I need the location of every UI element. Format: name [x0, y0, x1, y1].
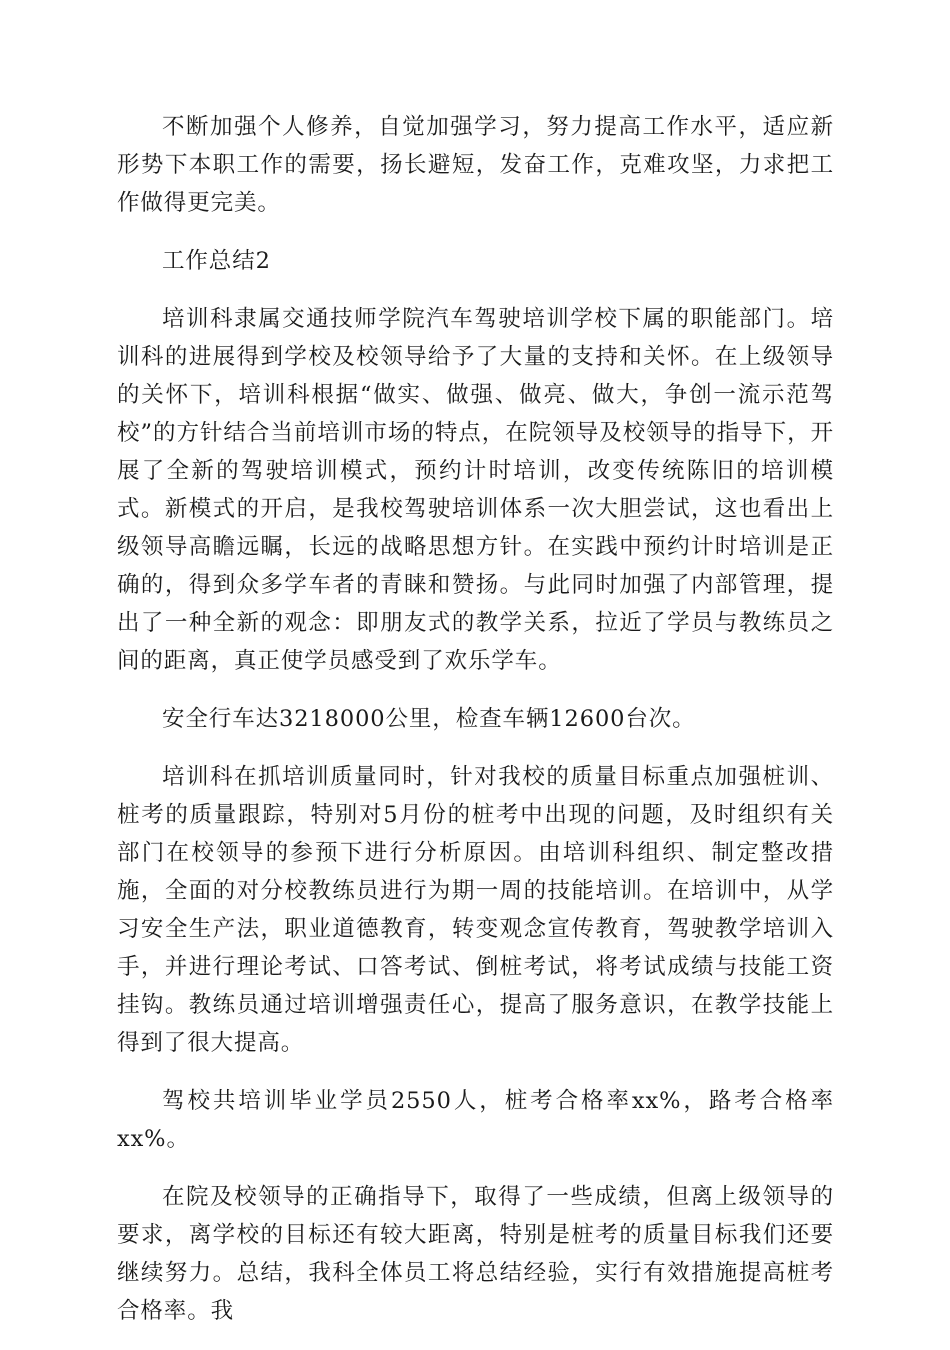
paragraph-graduate-stats: 驾校共培训毕业学员2550人，桩考合格率xx%，路考合格率xx%。: [117, 1088, 834, 1152]
section-heading-summary-2: 工作总结2: [162, 248, 271, 274]
paragraph-future-goals: 在院及校领导的正确指导下，取得了一些成绩，但离上级领导的要求，离学校的目标还有较大距离，特别是桩考的质量目标我们还要继续努力。总结，我科全体员工将总结经验，实行有效措施提高桩考合格率。我: [117, 1184, 834, 1324]
paragraph-training-quality: 培训科在抓培训质量同时，针对我校的质量目标重点加强桩训、桩考的质量跟踪，特别对5月份的桩考中出现的问题，及时组织有关部门在校领导的参预下进行分析原因。由培训科组织、制定整改措施，全面的对分校教练员进行为期一周的技能培训。在培训中，从学习安全生产法，职业道德教育，转变观念宣传教育，驾驶教学培训入手，并进行理论考试、口答考试、倒桩考试，将考试成绩与技能工资挂钩。教练员通过培训增强责任心，提高了服务意识，在教学技能上得到了很大提高。: [117, 764, 834, 1056]
paragraph-self-improvement: 不断加强个人修养，自觉加强学习，努力提高工作水平，适应新形势下本职工作的需要，扬长避短，发奋工作，克难攻坚，力求把工作做得更完美。: [117, 114, 834, 216]
document-body: [117, 108, 834, 1350]
paragraph-training-dept-intro: 培训科隶属交通技师学院汽车驾驶培训学校下属的职能部门。培训科的进展得到学校及校领导给予了大量的支持和关怀。在上级领导的关怀下，培训科根据“做实、做强、做亮、做大，争创一流示范驾校”的方针结合当前培训市场的特点，在院领导及校领导的指导下，开展了全新的驾驶培训模式，预约计时培训，改变传统陈旧的培训模式。新模式的开启，是我校驾驶培训体系一次大胆尝试，这也看出上级领导高瞻远瞩，长远的战略思想方针。在实践中预约计时培训是正确的，得到众多学车者的青睐和赞扬。与此同时加强了内部管理，提出了一种全新的观念：即朋友式的教学关系，拉近了学员与教练员之间的距离，真正使学员感受到了欢乐学车。: [117, 306, 834, 674]
paragraph-safety-stats: 安全行车达3218000公里，检查车辆12600台次。: [162, 706, 696, 732]
